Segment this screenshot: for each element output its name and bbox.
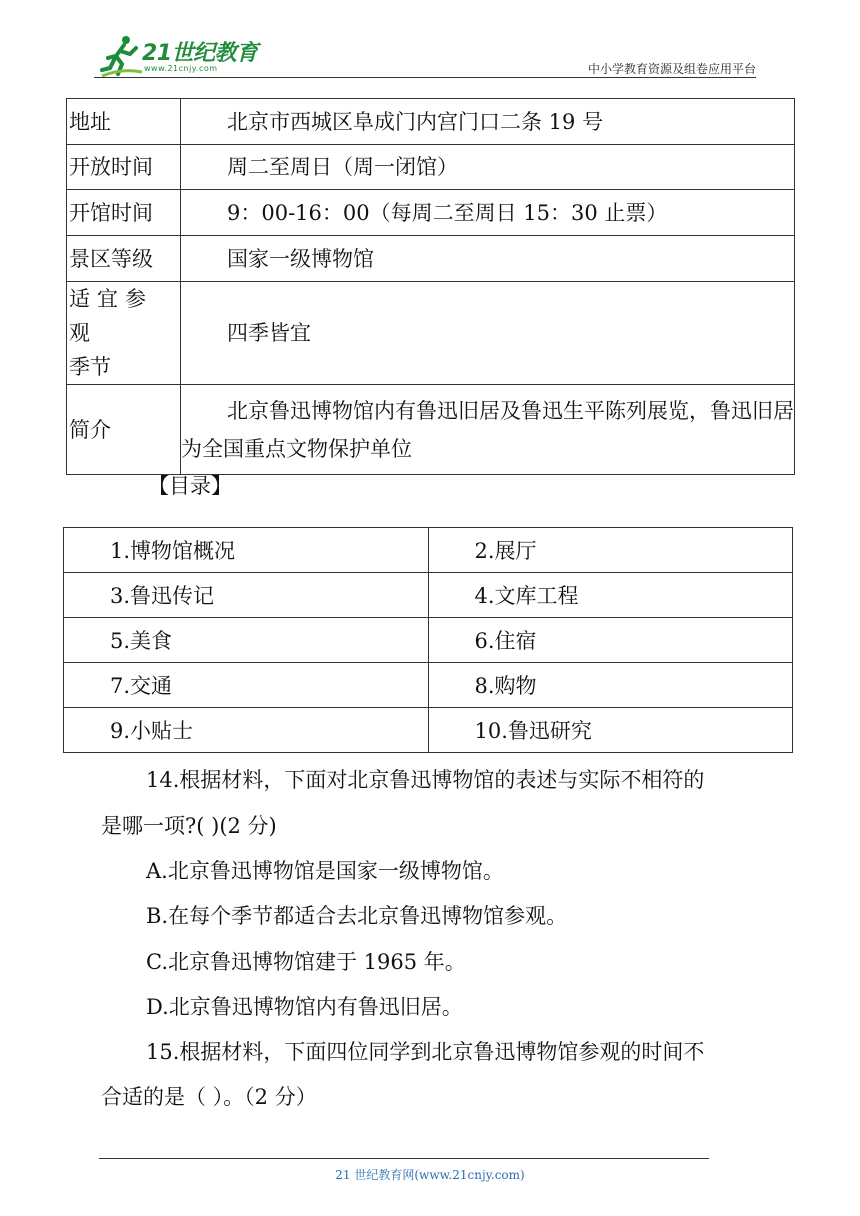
toc-title: 【目录】 — [148, 474, 232, 498]
logo-url: www.21cnjy.com — [144, 64, 218, 73]
table-row — [67, 190, 795, 236]
toc-item: 1.博物馆概况 — [64, 528, 429, 573]
info-value: 9：00-16：00（每周二至周日 15：30 止票） — [181, 190, 795, 236]
page-header — [94, 30, 756, 78]
question-14-option-c: C.北京鲁迅博物馆建于 1965 年。 — [146, 950, 466, 974]
footer-divider — [99, 1158, 709, 1159]
toc-item: 10.鲁迅研究 — [428, 708, 793, 753]
table-row — [67, 236, 795, 282]
table-row — [64, 618, 793, 663]
question-14-stem: 14.根据材料，下面对北京鲁迅博物馆的表述与实际不相符的 — [146, 768, 705, 792]
question-15-stem: 15.根据材料，下面四位同学到北京鲁迅博物馆参观的时间不 — [146, 1040, 705, 1064]
info-key: 开馆时间 — [67, 190, 181, 236]
table-row — [67, 145, 795, 190]
info-key-line1: 适宜参观 — [69, 287, 153, 345]
table-row — [67, 99, 795, 145]
info-key — [67, 282, 181, 385]
info-value: 国家一级博物馆 — [181, 236, 795, 282]
toc-table — [63, 527, 793, 753]
info-key: 简介 — [67, 385, 181, 475]
table-row — [64, 708, 793, 753]
question-14-option-a: A.北京鲁迅博物馆是国家一级博物馆。 — [146, 859, 504, 883]
toc-item: 8.购物 — [428, 663, 793, 708]
toc-item: 9.小贴士 — [64, 708, 429, 753]
table-row — [64, 573, 793, 618]
platform-label: 中小学教育资源及组卷应用平台 — [587, 62, 756, 76]
info-key: 景区等级 — [67, 236, 181, 282]
site-logo — [94, 34, 264, 78]
runner-icon — [100, 34, 144, 78]
info-value: 周二至周日（周一闭馆） — [181, 145, 795, 190]
museum-info-table — [66, 98, 795, 475]
table-row — [64, 663, 793, 708]
table-row — [67, 385, 795, 475]
footer-link[interactable]: 21 世纪教育网(www.21cnjy.com) — [335, 1168, 525, 1182]
toc-item: 7.交通 — [64, 663, 429, 708]
toc-item: 6.住宿 — [428, 618, 793, 663]
table-row — [67, 282, 795, 385]
info-value-intro: 北京鲁迅博物馆内有鲁迅旧居及鲁迅生平陈列展览，鲁迅旧居为全国重点文物保护单位 — [181, 385, 795, 475]
question-14-option-b: B.在每个季节都适合去北京鲁迅博物馆参观。 — [146, 904, 568, 928]
info-value: 北京市西城区阜成门内宫门口二条 19 号 — [181, 99, 795, 145]
info-key-line2: 季节 — [69, 355, 111, 379]
logo-text: 21世纪教育 — [142, 41, 258, 66]
question-14-stem-cont: 是哪一项?( )(2 分) — [101, 814, 277, 838]
question-15-stem-cont: 合适的是（ ）。（2 分） — [101, 1085, 317, 1109]
info-key: 开放时间 — [67, 145, 181, 190]
info-key: 地址 — [67, 99, 181, 145]
toc-item: 4.文库工程 — [428, 573, 793, 618]
header-divider — [94, 77, 756, 78]
toc-item: 3.鲁迅传记 — [64, 573, 429, 618]
table-row — [64, 528, 793, 573]
toc-item: 2.展厅 — [428, 528, 793, 573]
toc-item: 5.美食 — [64, 618, 429, 663]
question-14-option-d: D.北京鲁迅博物馆内有鲁迅旧居。 — [146, 995, 463, 1019]
info-value: 四季皆宜 — [181, 282, 795, 385]
